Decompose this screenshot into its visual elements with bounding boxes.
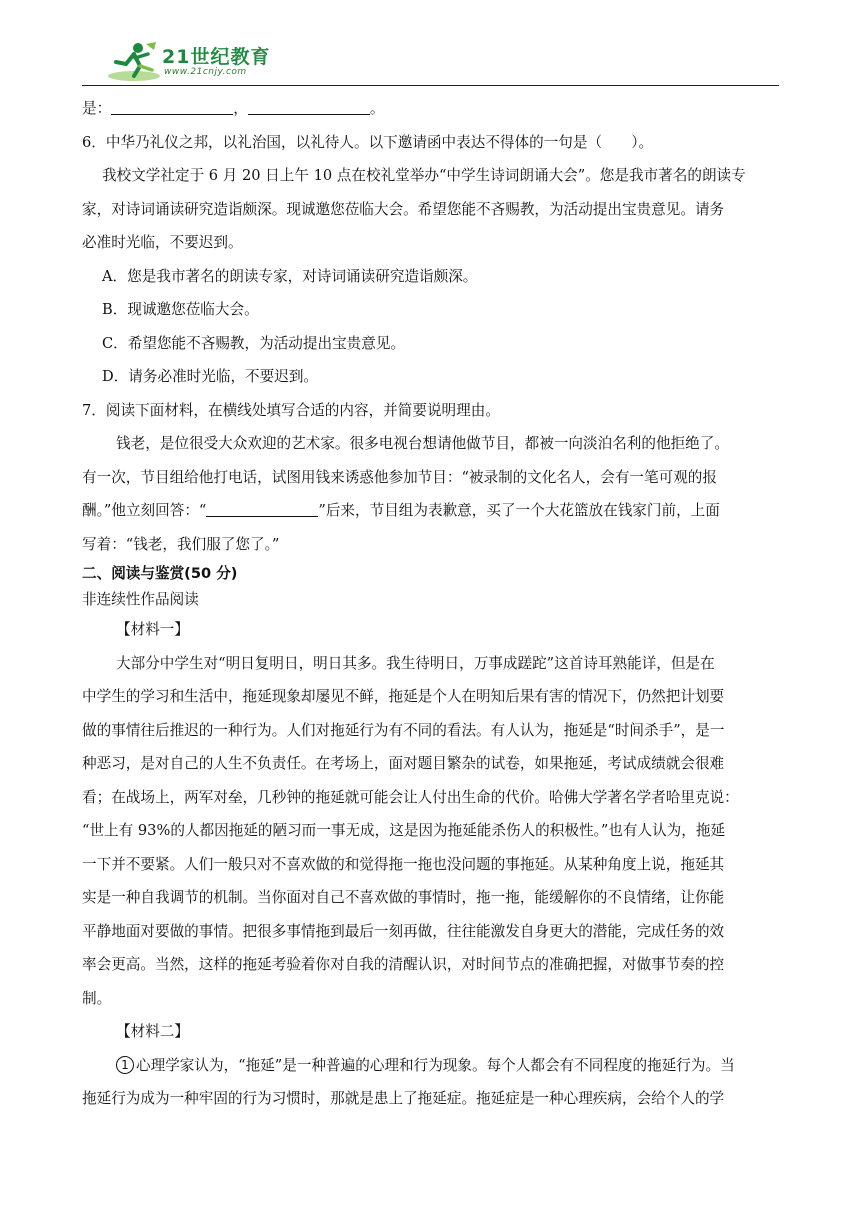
material-2-line-1-text: 心理学家认为，“拖延”是一种普遍的心理和行为现象。每个人都会有不同程度的拖延行为。当 [136,1056,735,1074]
answer-blank-1[interactable] [111,98,233,115]
q6-option-a: A．您是我市著名的朗读专家，对诗词诵读研究造诣颇深。 [102,267,478,285]
material-1-line-4: 种恶习，是对自己的人生不负责任。在考场上，面对题目繁杂的试卷，如果拖延，考试成绩就会很难 [82,755,725,772]
q7-line-3-pre: 酬。”他立刻回答：“ [82,502,207,519]
material-1-line-2: 中学生的学习和生活中，拖延现象却屡见不鲜，拖延是个人在明知后果有害的情况下，仍然把计划要 [82,688,725,705]
material-1-line-3: 做的事情往后推迟的一种行为。人们对拖延行为有不同的看法。有人认为，拖延是“时间杀手”，是一 [82,721,725,739]
material-2-line-2: 拖延行为成为一种牢固的行为习惯时，那就是患上了拖延症。拖延症是一种心理疾病，会给个人的学 [82,1090,725,1107]
q6-passage-line-3: 必准时光临，不要迟到。 [82,234,243,251]
runner-logo-icon [104,40,164,84]
material-2-title: 【材料二】 [116,1023,189,1040]
material-1-line-9: 平静地面对要做的事情。把很多事情拖到最后一刻再做，往往能激发自身更大的潜能，完成任务的效 [82,922,725,940]
q6-option-b: B．现诚邀您莅临大会。 [102,301,259,318]
material-1-line-8: 实是一种自我调节的机制。当你面对自己不喜欢做的事情时，拖一拖，能缓解你的不良情绪，让你能 [82,889,725,906]
q7-line-2: 有一次，节目组给他打电话，试图用钱来诱惑他参加节目：“被录制的文化名人，会有一笔可观的报 [82,468,717,486]
q6-option-d: D．请务必准时光临，不要迟到。 [102,368,319,385]
q7-line-4: 写着：“钱老，我们服了您了。” [82,535,280,553]
logo-url-text: www.21cnjy.com [164,67,247,77]
circled-number-1: 1 [116,1056,134,1074]
answer-blank-2[interactable] [248,98,370,115]
material-2-line-1 [82,1049,779,1083]
material-1-title: 【材料一】 [116,621,189,638]
answer-blank-3[interactable] [206,500,318,517]
page-header [0,0,860,92]
section-heading: 二、阅读与鉴赏(50 分) [82,565,238,582]
q7-line-3 [82,494,779,528]
material-1-line-5: 看；在战场上，两军对垒，几秒钟的拖延就可能会让人付出生命的代价。哈佛大学著名学者哈里克说： [82,788,739,806]
material-1-line-10: 率会更高。当然，这样的拖延考验着你对自我的清醒认识，对时间节点的准确把握，对做事节奏的控 [82,956,725,973]
q6-passage-line-1: 我校文学社定于 6 月 20 日上午 10 点在校礼堂举办“中学生诗词朗诵大会”。您是我市著名的朗读专 [102,167,746,184]
q7-line-3-post: ”后来，节目组为表歉意，买了一个大花篮放在钱家门前，上面 [318,502,720,519]
q5-separator: ， [233,100,248,117]
q7-stem: 7．阅读下面材料，在横线处填写合适的内容，并简要说明理由。 [82,401,500,419]
document-body [82,92,779,1116]
q5-end: 。 [369,100,385,117]
q6-stem: 6．中华乃礼仪之邦，以礼治国，以礼待人。以下邀请函中表达不得体的一句是（ ）。 [82,133,654,151]
q7-line-1: 钱老，是位很受大众欢迎的艺术家。很多电视台想请他做节目，都被一向淡泊名利的他拒绝了。 [116,435,729,452]
section-subheading: 非连续性作品阅读 [82,591,199,608]
q5-prefix: 是： [82,100,112,117]
q5-answer-line [82,92,779,126]
q6-passage-line-2: 家，对诗词诵读研究造诣颇深。现诚邀您莅临大会。希望您能不吝赐教，为活动提出宝贵意见。请务 [82,200,725,218]
logo [104,40,284,84]
material-1-line-6: “世上有 93%的人都因拖延的陋习而一事无成，这是因为拖延能杀伤人的积极性。”也有人认为，拖延 [82,822,726,839]
material-1-line-7: 一下并不要紧。人们一般只对不喜欢做的和觉得拖一拖也没问题的事拖延。从某种角度上说，拖延其 [82,855,725,873]
q6-option-c: C．希望您能不吝赐教，为活动提出宝贵意见。 [102,334,406,352]
header-divider [82,85,779,86]
material-1-line-1: 大部分中学生对“明日复明日，明日其多。我生待明日，万事成蹉跎”这首诗耳熟能详，但是在 [116,654,715,672]
logo-text: 21世纪教育 [162,46,271,68]
material-1-line-11: 制。 [82,989,112,1007]
